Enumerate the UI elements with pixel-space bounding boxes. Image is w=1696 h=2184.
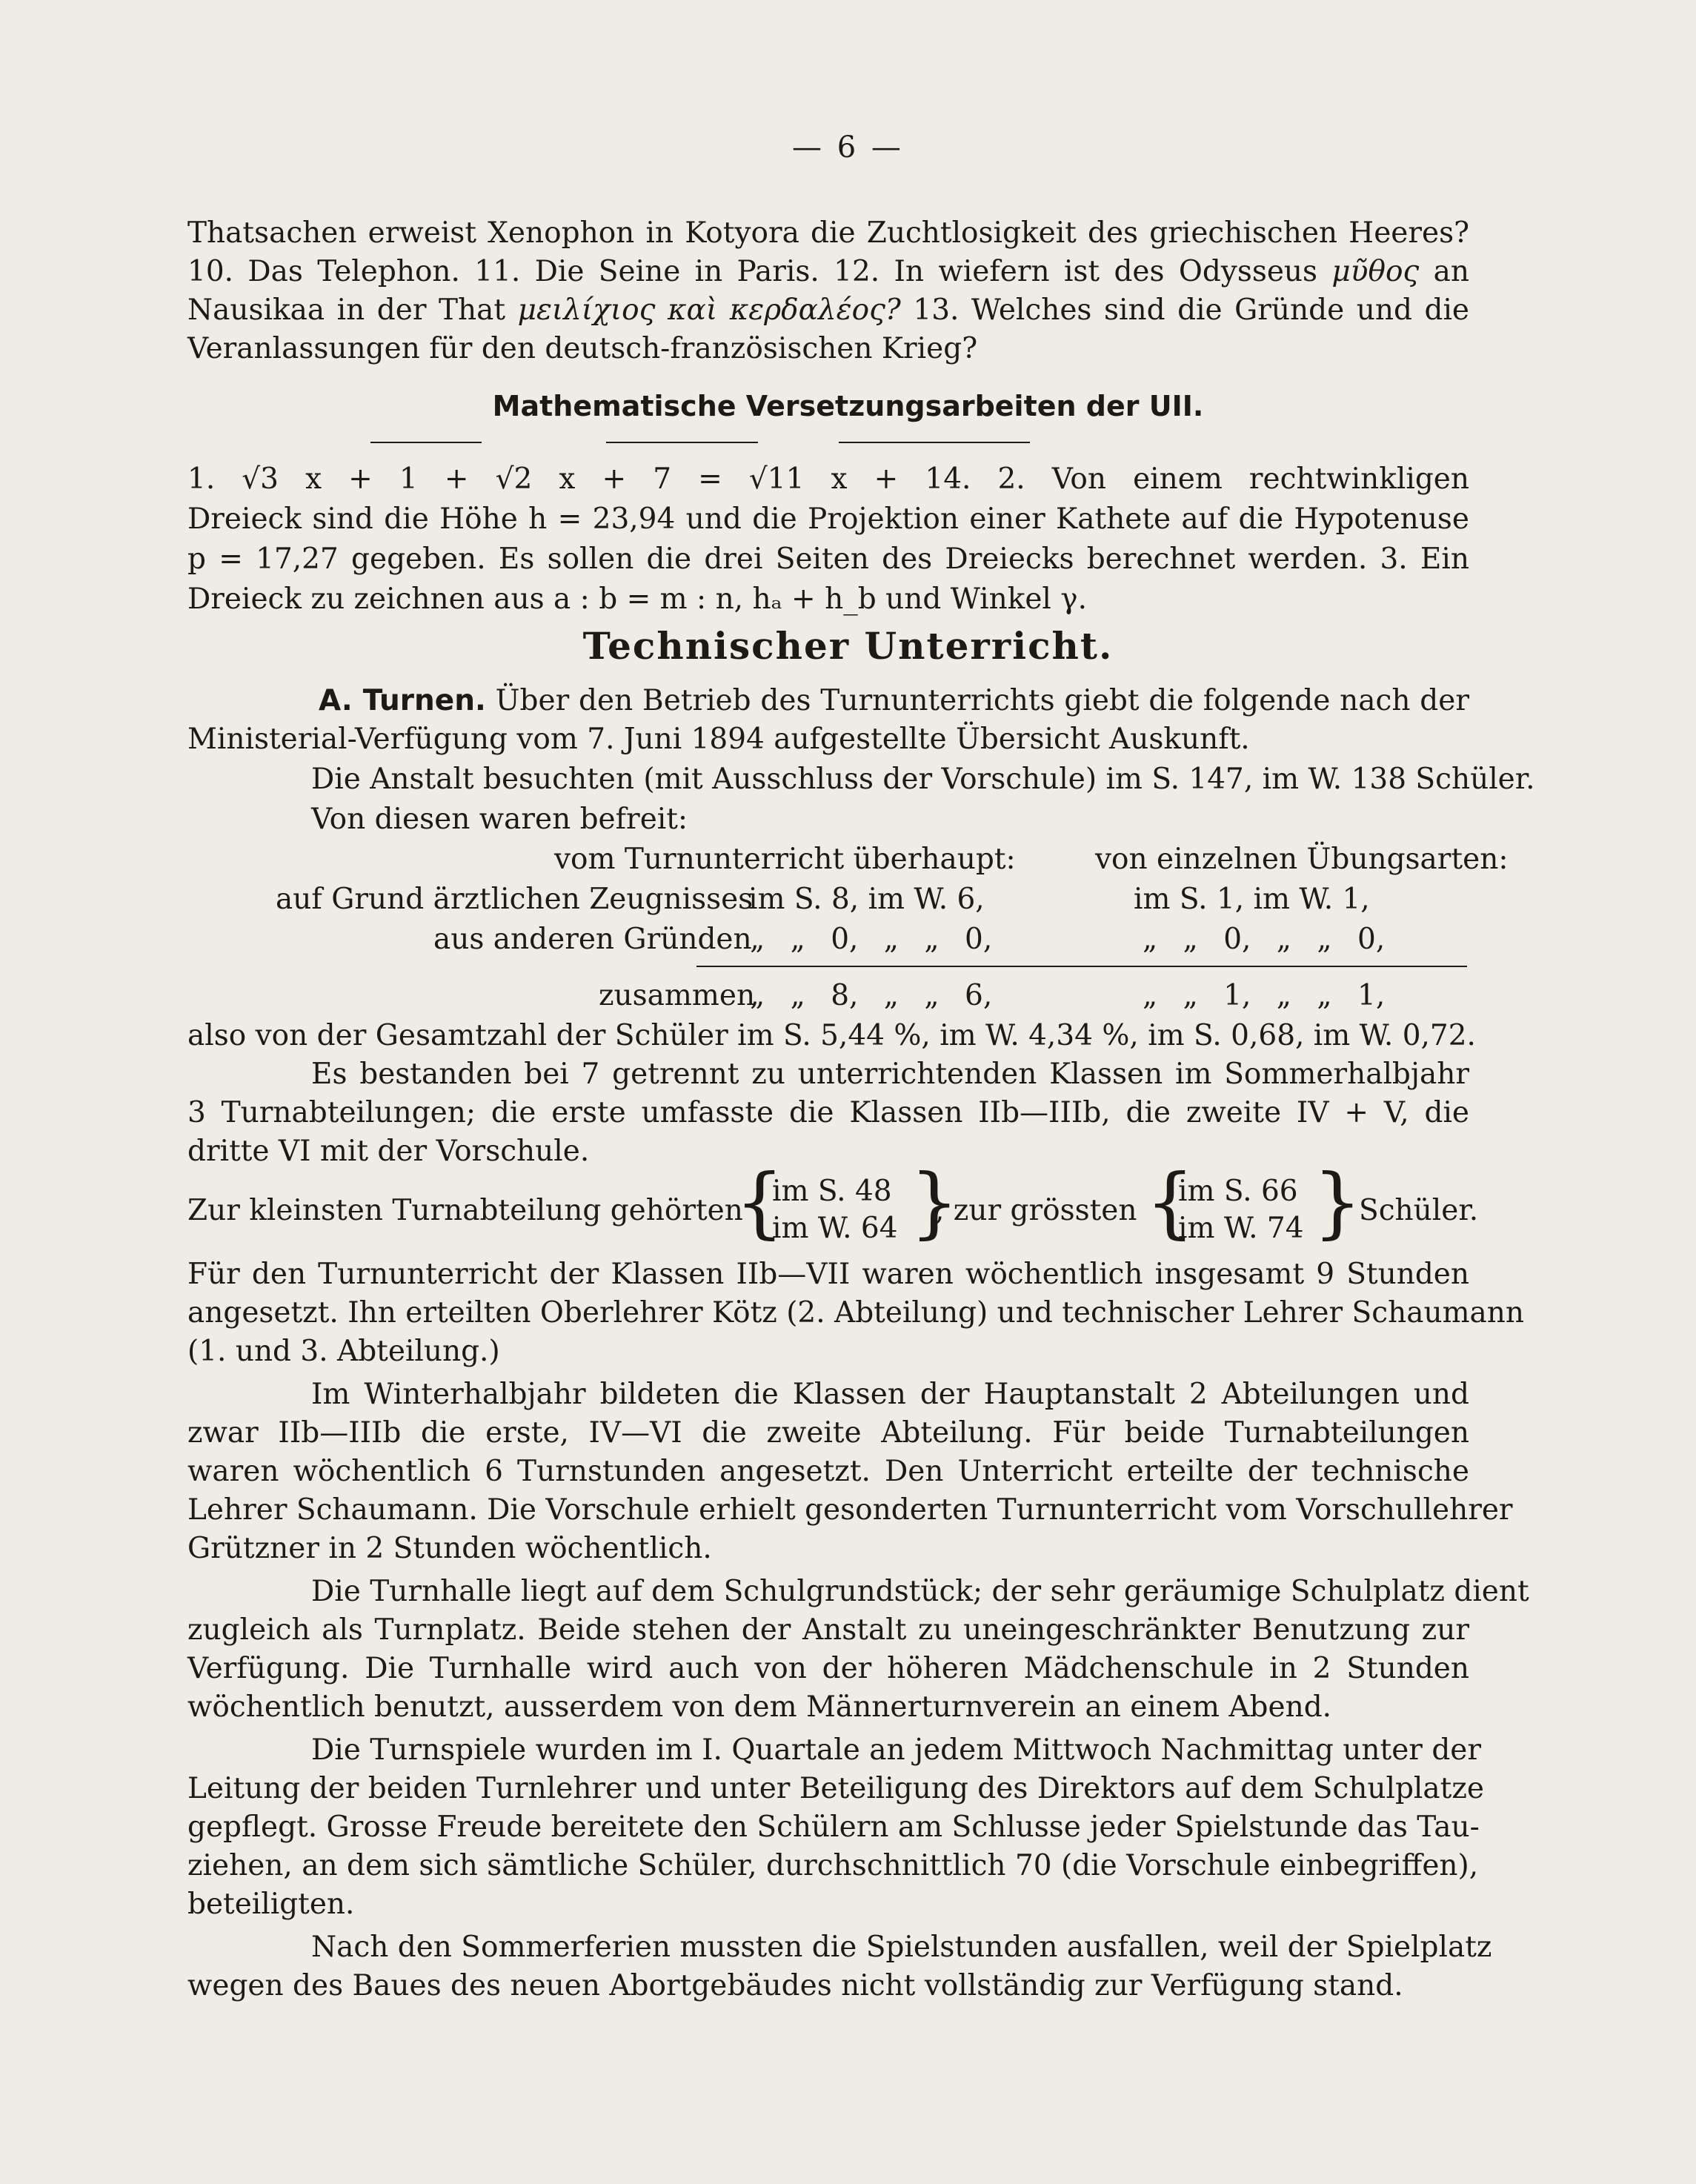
- table-cell: im S. 8, im W. 6,: [748, 883, 985, 916]
- text-line: angesetzt. Ihn erteilten Oberlehrer Kötz (2. Abteilung) und technischer Lehrer Schaumann: [187, 1296, 1525, 1330]
- table-row-label: aus anderen Gründen: [433, 923, 752, 956]
- brace-value: im S. 66: [1178, 1175, 1298, 1208]
- text-line: Es bestanden bei 7 getrennt zu unterrichtenden Klassen im Sommerhalbjahr: [311, 1058, 1469, 1091]
- radical-bar: [839, 442, 1030, 443]
- text-line: Im Winterhalbjahr bildeten die Klassen der Hauptanstalt 2 Abteilungen und: [311, 1378, 1469, 1411]
- right-brace: }: [1313, 1157, 1363, 1247]
- text-segment: Nausikaa in der That: [187, 293, 506, 327]
- radical-bar: [606, 442, 758, 443]
- text-line: waren wöchentlich 6 Turnstunden angesetzt. Den Unterricht erteilte der technische: [187, 1455, 1469, 1488]
- text-line: 1. √3 x + 1 + √2 x + 7 = √11 x + 14. 2. Von einem rechtwinkligen: [187, 462, 1469, 496]
- text-line: gepflegt. Grosse Freude bereitete den Schülern am Schlusse jeder Spielstunde das Tau-: [187, 1810, 1480, 1844]
- text-line: Grützner in 2 Stunden wöchentlich.: [187, 1532, 712, 1565]
- table-cell: „ „ 8, „ „ 6,: [750, 979, 993, 1012]
- text-line: Dreieck zu zeichnen aus a : b = m : n, hₐ + h_b und Winkel γ.: [187, 582, 1087, 616]
- text-line: Verfügung. Die Turnhalle wird auch von der höheren Mädchenschule in 2 Stunden: [187, 1652, 1469, 1685]
- text-line: beteiligten.: [187, 1888, 355, 1921]
- page-number: — 6 —: [792, 130, 904, 165]
- table-header: von einzelnen Übungsarten:: [1095, 843, 1509, 876]
- text-line: also von der Gesamtzahl der Schüler im S. 5,44 %, im W. 4,34 %, im S. 0,68, im W. 0,72.: [187, 1019, 1476, 1052]
- text-line: Lehrer Schaumann. Die Vorschule erhielt gesonderten Turnunterricht vom Vorschullehrer: [187, 1493, 1513, 1527]
- brace-value: im W. 64: [772, 1212, 898, 1245]
- text-line: Die Turnspiele wurden im I. Quartale an jedem Mittwoch Nachmittag unter der: [311, 1733, 1482, 1767]
- table-row-label: zusammen: [599, 979, 756, 1012]
- brace-middle: , zur grössten: [935, 1194, 1137, 1227]
- table-cell: „ „ 0, „ „ 0,: [750, 923, 993, 956]
- left-brace: {: [735, 1157, 785, 1247]
- text-line: Nach den Sommerferien mussten die Spielstunden ausfallen, weil der Spielplatz: [311, 1931, 1492, 1964]
- subsection-label: A. Turnen.: [319, 684, 486, 717]
- text-line: Thatsachen erweist Xenophon in Kotyora die Zuchtlosigkeit des griechischen Heeres?: [187, 216, 1469, 250]
- text-line: ziehen, an dem sich sämtliche Schüler, durchschnittlich 70 (die Vorschule einbegriffen),: [187, 1849, 1479, 1882]
- text-line: Die Anstalt besuchten (mit Ausschluss der Vorschule) im S. 147, im W. 138 Schüler.: [311, 763, 1535, 796]
- sum-rule: [696, 966, 1467, 967]
- text-line: 3 Turnabteilungen; die erste umfasste die Klassen IIb—IIIb, die zweite IV + V, die: [187, 1096, 1469, 1129]
- brace-tail: Schüler.: [1359, 1194, 1479, 1227]
- table-header: vom Turnunterricht überhaupt:: [554, 843, 1016, 876]
- text-segment: 13. Welches sind die Gründe und die: [913, 293, 1469, 327]
- text-line: (1. und 3. Abteilung.): [187, 1335, 500, 1368]
- text-line: Die Turnhalle liegt auf dem Schulgrundstück; der sehr geräumige Schulplatz dient: [311, 1575, 1529, 1608]
- text-line: Von diesen waren befreit:: [311, 803, 688, 836]
- text-line: wöchentlich benutzt, ausserdem von dem Männerturnverein an einem Abend.: [187, 1690, 1332, 1724]
- text-line: Dreieck sind die Höhe h = 23,94 und die Projektion einer Kathete auf die Hypotenuse: [187, 502, 1469, 536]
- brace-value: im W. 74: [1178, 1212, 1304, 1245]
- left-brace: {: [1145, 1157, 1195, 1247]
- text-line: zugleich als Turnplatz. Beide stehen der Anstalt zu uneingeschränkter Benutzung zur: [187, 1613, 1469, 1647]
- radical-bar: [370, 442, 482, 443]
- table-cell: „ „ 1, „ „ 1,: [1143, 979, 1386, 1012]
- table-cell: im S. 1, im W. 1,: [1134, 883, 1370, 916]
- text-line: p = 17,27 gegeben. Es sollen die drei Seiten des Dreiecks berechnet werden. 3. Ein: [187, 542, 1469, 576]
- text-segment: an: [1433, 255, 1469, 288]
- text-line: wegen des Baues des neuen Abortgebäudes nicht vollständig zur Verfügung stand.: [187, 1969, 1403, 2002]
- text-line: Veranlassungen für den deutsch-französischen Krieg?: [187, 332, 978, 365]
- text-line: Für den Turnunterricht der Klassen IIb—VII waren wöchentlich insgesamt 9 Stunden: [187, 1258, 1469, 1291]
- text-line: [187, 253, 1469, 291]
- text-line: [319, 682, 1469, 720]
- section-heading-math: Mathematische Versetzungsarbeiten der UII.: [492, 390, 1204, 422]
- right-brace: }: [910, 1157, 960, 1247]
- brace-value: im S. 48: [772, 1175, 892, 1208]
- text-segment: Über den Betrieb des Turnunterrichts giebt die folgende nach der: [495, 684, 1469, 717]
- text-line: Leitung der beiden Turnlehrer und unter Beteiligung des Direktors auf dem Schulplatze: [187, 1772, 1484, 1805]
- text-line: zwar IIb—IIIb die erste, IV—VI die zweite Abteilung. Für beide Turnabteilungen: [187, 1416, 1469, 1450]
- text-line: [187, 291, 1469, 330]
- table-cell: „ „ 0, „ „ 0,: [1143, 923, 1386, 956]
- greek-word: μῦθος: [1331, 255, 1420, 288]
- text-line: Ministerial-Verfügung vom 7. Juni 1894 aufgestellte Übersicht Auskunft.: [187, 723, 1250, 756]
- section-heading-technical: Technischer Unterricht.: [582, 624, 1114, 668]
- text-segment: 10. Das Telephon. 11. Die Seine in Paris. 12. In wiefern ist des Odysseus: [187, 255, 1318, 288]
- brace-lead: Zur kleinsten Turnabteilung gehörten: [187, 1194, 743, 1227]
- table-row-label: auf Grund ärztlichen Zeugnisses: [276, 883, 754, 916]
- text-line: dritte VI mit der Vorschule.: [187, 1135, 590, 1168]
- greek-phrase: μειλίχιος καὶ κερδαλέος?: [517, 293, 901, 327]
